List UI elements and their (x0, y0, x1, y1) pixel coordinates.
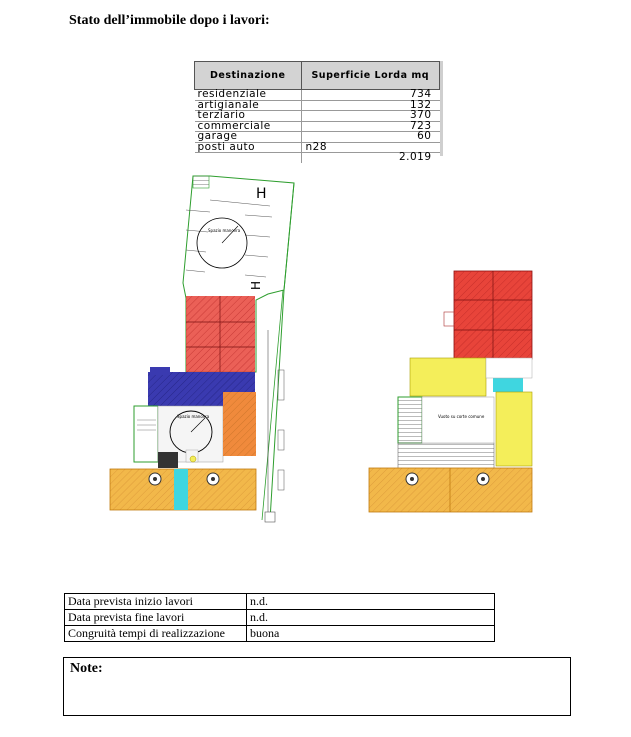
row-dest: commerciale (195, 121, 302, 132)
page-heading: Stato dell’immobile dopo i lavori: (69, 13, 270, 28)
date-value: n.d. (247, 610, 495, 626)
zone-yellow-left (410, 358, 486, 396)
table-row (65, 594, 495, 610)
h-marker-icon: H (256, 186, 267, 202)
row-mq: 132 (301, 100, 440, 111)
table-row (65, 610, 495, 626)
col-superficie: Superficie Lorda mq (301, 62, 440, 90)
notes-label: Note: (70, 661, 103, 676)
row-dest: residenziale (195, 90, 302, 101)
date-label: Data prevista inizio lavori (65, 594, 247, 610)
row-dest: posti auto (195, 142, 302, 153)
zone-courtyard-void (422, 397, 494, 443)
row-dest: terziario (195, 111, 302, 122)
date-label: Data prevista fine lavori (65, 610, 247, 626)
table-row (65, 626, 495, 642)
col-destinazione: Destinazione (195, 62, 302, 90)
spazio-manovra-label: Spazio manovra (208, 228, 241, 233)
dates-table (64, 593, 495, 642)
plan-right (369, 271, 532, 512)
zone-hatched-gray (398, 397, 422, 443)
row-mq: n28 (301, 142, 440, 153)
zone-stair-cyan (174, 469, 188, 510)
row-dest: garage (195, 132, 302, 143)
vuoto-corte-label: Vuoto su corte comune (438, 414, 485, 419)
row-dest: artigianale (195, 100, 302, 111)
green-strip (193, 176, 209, 188)
plan-left (110, 176, 294, 522)
row-mq: 370 (301, 111, 440, 122)
h-marker-icon: H (249, 280, 263, 290)
date-value: n.d. (247, 594, 495, 610)
date-value: buona (247, 626, 495, 642)
spazio-manovra-label: Spazio manovra (177, 414, 210, 419)
zone-small-building (134, 406, 158, 462)
row-mq: 723 (301, 121, 440, 132)
row-mq: 734 (301, 90, 440, 101)
row-total-mq: 2.019 (398, 151, 432, 163)
row-mq: 60 (301, 132, 440, 143)
date-label: Congruità tempi di realizzazione (65, 626, 247, 642)
zone-yellow-right (496, 392, 532, 466)
notes-box (63, 657, 571, 716)
